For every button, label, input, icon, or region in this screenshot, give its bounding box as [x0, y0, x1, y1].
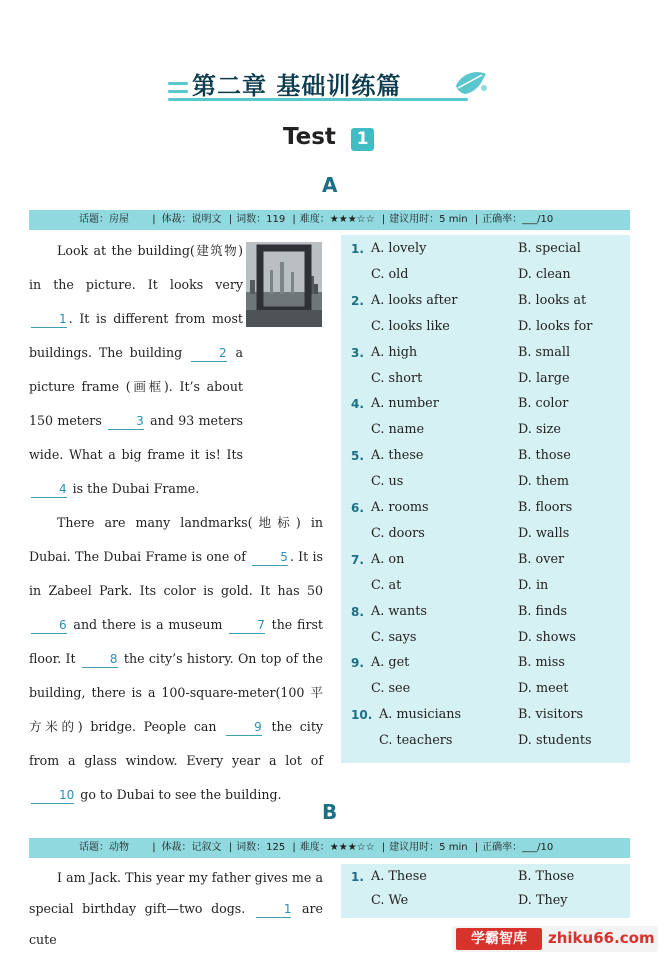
header-deco-line-left-bottom: [168, 90, 188, 93]
section-a-paragraph-2: There are many landmarks(地标) in Dubai. The Dubai Frame is one of 5 . It is in Zabeel Park. Its color is gold. It has 50 6 and there is a museum 7 the first floor. It 8 the city’s history. On top of the building, there is a 100-square-meter(100 平方米的) bridge. People can 9 the city from a glass window. Every year a lot of 10 go to Dubai to see the building.: [29, 515, 323, 802]
question-number: 8.: [351, 604, 364, 619]
option-b[interactable]: B. small: [518, 344, 571, 360]
option-c[interactable]: C. name: [371, 422, 425, 438]
section-b-passage: [29, 862, 323, 955]
option-d[interactable]: D. large: [518, 370, 570, 386]
option-a[interactable]: A. get: [371, 655, 410, 671]
question-number: 6.: [351, 501, 364, 515]
option-a[interactable]: A. these: [371, 448, 424, 464]
test-number-badge: 1: [351, 128, 374, 151]
section-a-letter: A: [322, 173, 338, 197]
info-difficulty: 难度：★★★☆☆: [299, 842, 375, 853]
option-a[interactable]: A. looks after: [371, 292, 458, 308]
info-genre: 体裁：记叙文: [161, 842, 222, 853]
option-b[interactable]: B. visitors: [518, 707, 584, 723]
blank-9: 9: [226, 720, 262, 736]
leaf-icon: [452, 66, 490, 98]
option-a[interactable]: A. rooms: [371, 500, 429, 515]
info-time: 建议用时：5 min: [389, 214, 468, 225]
blank-8: 8: [82, 652, 118, 668]
watermark-brand: 学霸智库: [456, 928, 542, 950]
option-b[interactable]: B. looks at: [518, 292, 587, 308]
blank-10: 10: [31, 788, 74, 804]
info-genre: 体裁：说明文: [161, 214, 222, 225]
question-number: 10.: [351, 708, 373, 723]
option-c[interactable]: C. teachers: [379, 733, 453, 749]
blank-6: 6: [31, 618, 67, 634]
section-b-paragraph-1: I am Jack. This year my father gives me a special birthday gift—two dogs. 1 are cute: [29, 870, 323, 947]
option-a[interactable]: A. high: [371, 344, 418, 360]
section-b-info-bar: 话题：动物 | 体裁：记叙文 | 词数：125 | 难度：★★★☆☆ | 建议用时：5 min | 正确率：___/10: [29, 838, 630, 858]
option-d[interactable]: D. meet: [518, 681, 569, 697]
option-b[interactable]: B. over: [518, 551, 565, 567]
info-accuracy: 正确率：___/10: [482, 214, 554, 225]
option-a[interactable]: A. lovely: [371, 241, 427, 256]
option-a[interactable]: A. These: [371, 869, 427, 884]
option-c[interactable]: C. says: [371, 629, 417, 645]
option-b[interactable]: B. finds: [518, 603, 568, 619]
option-c[interactable]: C. looks like: [371, 318, 450, 334]
section-a-passage: [29, 234, 323, 812]
option-c[interactable]: C. see: [371, 681, 411, 697]
info-topic: 话题：动物: [79, 842, 129, 853]
info-word-count: 词数：125: [236, 842, 286, 853]
info-time: 建议用时：5 min: [389, 842, 468, 853]
option-b[interactable]: B. Those: [518, 869, 575, 884]
option-b[interactable]: B. floors: [518, 500, 573, 515]
option-d[interactable]: D. clean: [518, 266, 571, 282]
option-d[interactable]: D. them: [518, 474, 570, 490]
question-number: 1.: [351, 870, 364, 884]
question-number: 5.: [351, 449, 364, 464]
blank-4: 4: [31, 482, 67, 498]
section-a-paragraph-1: Look at the building(建筑物) in the picture. It looks very 1 . It is different from most buildings. The building 2 a picture frame (画框). It’s about 150 meters 3 and 93 meters wide. What a big frame it is! Its 4 is the Dubai Frame.: [29, 243, 244, 496]
watermark-url: zhiku66.com: [548, 929, 655, 947]
option-b[interactable]: B. those: [518, 448, 571, 464]
section-a-info-bar: 话题：房屋 | 体裁：说明文 | 词数：119 | 难度：★★★☆☆ | 建议用时：5 min | 正确率：___/10: [29, 210, 630, 230]
option-d[interactable]: D. walls: [518, 525, 570, 541]
header-deco-line-left-top: [168, 82, 188, 85]
option-c[interactable]: C. short: [371, 370, 423, 386]
option-d[interactable]: D. looks for: [518, 318, 593, 334]
test-title: Test: [283, 124, 336, 150]
option-c[interactable]: C. us: [371, 474, 404, 490]
option-d[interactable]: D. in: [518, 577, 549, 593]
option-a[interactable]: A. number: [371, 396, 439, 412]
option-a[interactable]: A. wants: [371, 603, 427, 619]
option-b[interactable]: B. special: [518, 241, 581, 256]
info-difficulty: 难度：★★★☆☆: [299, 214, 375, 225]
question-number: 4.: [351, 397, 364, 412]
option-d[interactable]: D. shows: [518, 629, 576, 645]
option-d[interactable]: D. size: [518, 422, 561, 438]
section-b-options-box: [341, 864, 630, 918]
option-b[interactable]: B. miss: [518, 655, 565, 671]
option-d[interactable]: D. They: [518, 893, 568, 908]
option-c[interactable]: C. old: [371, 266, 409, 282]
blank-2: 2: [191, 346, 227, 362]
option-c[interactable]: C. We: [371, 893, 409, 908]
option-d[interactable]: D. students: [518, 733, 592, 749]
info-word-count: 词数：119: [236, 214, 286, 225]
chapter-title: 第二章 基础训练篇: [192, 72, 402, 100]
question-number: 2.: [351, 293, 364, 308]
question-number: 3.: [351, 345, 364, 360]
blank-1: 1: [256, 902, 292, 918]
option-c[interactable]: C. at: [371, 577, 402, 593]
option-c[interactable]: C. doors: [371, 525, 425, 541]
section-b-letter: B: [322, 800, 338, 824]
info-topic: 话题：房屋: [79, 214, 129, 225]
blank-5: 5: [252, 550, 288, 566]
question-number: 7.: [351, 552, 364, 567]
option-b[interactable]: B. color: [518, 396, 569, 412]
blank-7: 7: [229, 618, 265, 634]
question-number: 9.: [351, 656, 364, 671]
option-a[interactable]: A. on: [371, 551, 405, 567]
question-number: 1.: [351, 242, 364, 256]
section-a-options-box: [341, 235, 630, 763]
option-a[interactable]: A. musicians: [379, 707, 462, 723]
blank-3: 3: [108, 414, 144, 430]
info-accuracy: 正确率：___/10: [482, 842, 554, 853]
blank-1: 1: [31, 312, 67, 328]
